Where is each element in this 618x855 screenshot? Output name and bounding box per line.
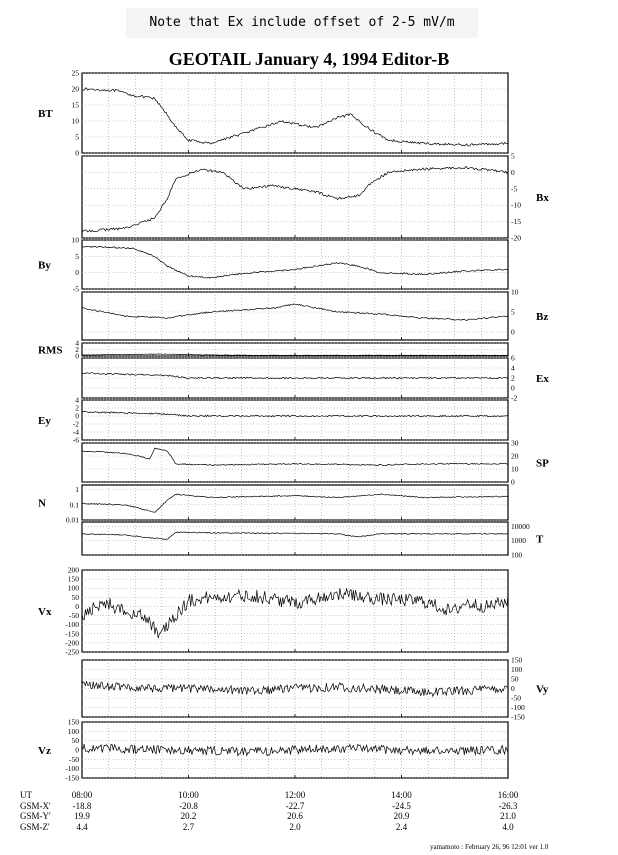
panel-label-rms: RMS	[38, 344, 63, 357]
tick-label-n: 0.1	[69, 500, 79, 510]
series-line-t	[82, 532, 508, 540]
panel-label-bx: Bx	[536, 192, 549, 204]
table-cell: 21.0	[500, 811, 516, 821]
tick-label-ey: 2	[75, 403, 79, 413]
tick-label-vy: 50	[511, 674, 519, 684]
tick-label-vy: -100	[511, 703, 525, 712]
tick-label-bt: 20	[71, 84, 79, 94]
tick-label-bt: 0	[75, 148, 79, 158]
table-cell: 12:00	[284, 790, 306, 800]
tick-label-ey: 0	[75, 411, 79, 421]
table-cell: 2.4	[395, 822, 408, 832]
table-cell: 16:00	[497, 790, 519, 800]
tick-label-bt: 25	[71, 68, 79, 78]
tick-label-vx: -250	[65, 647, 79, 657]
page-title: GEOTAIL January 4, 1994 Editor-B	[168, 49, 450, 69]
tick-label-vx: 150	[67, 574, 79, 584]
table-cell: 4.0	[502, 822, 514, 832]
panel-frame-t	[82, 522, 508, 555]
table-cell: -26.3	[498, 801, 518, 811]
tick-label-bx: 0	[511, 167, 515, 177]
tick-label-vz: 0	[75, 745, 79, 755]
tick-label-ex: 6	[511, 353, 515, 363]
table-cell: 20.6	[287, 811, 303, 821]
tick-label-vz: 150	[67, 717, 79, 727]
tick-label-ey: -2	[72, 419, 79, 429]
tick-label-vz: -50	[69, 754, 79, 764]
series-line-sp	[82, 448, 508, 466]
tick-label-bx: -10	[511, 200, 521, 210]
panel-label-n: N	[38, 497, 46, 510]
tick-label-sp: 0	[511, 477, 515, 487]
tick-label-bt: 10	[71, 116, 79, 126]
panel-label-vy: Vy	[536, 683, 549, 696]
tick-label-by: -5	[72, 284, 79, 294]
table-cell: 2.0	[289, 822, 301, 832]
table-row-label: GSM-Z'	[20, 822, 50, 832]
offset-note: Note that Ex include offset of 2-5 mV/m	[126, 8, 478, 38]
tick-label-vx: -200	[65, 638, 79, 648]
panel-label-bt: BT	[38, 108, 53, 120]
tick-label-vz: -150	[65, 773, 79, 783]
tick-label-vx: 200	[67, 565, 79, 575]
tick-label-vy: 100	[511, 665, 523, 674]
tick-label-vy: 0	[511, 684, 515, 693]
table-cell: 19.9	[74, 811, 90, 821]
tick-label-bt: 5	[75, 132, 79, 142]
table-cell: 20.2	[180, 811, 197, 821]
tick-label-t: 10000	[511, 521, 530, 531]
table-cell: 08:00	[71, 790, 93, 800]
panel-label-t: T	[536, 533, 544, 546]
tick-label-by: 0	[75, 268, 79, 278]
panel-label-by: By	[38, 259, 51, 272]
panel-label-ex: Ex	[536, 373, 549, 385]
tick-label-vx: -50	[69, 611, 79, 621]
tick-label-ey: -6	[72, 435, 79, 445]
tick-label-rms: 4	[75, 338, 79, 348]
table-cell: 14:00	[391, 790, 412, 800]
tick-label-bx: -15	[511, 217, 521, 227]
panel-label-vz: Vz	[38, 745, 51, 757]
tick-label-bx: -5	[511, 184, 518, 194]
tick-label-vz: 100	[67, 726, 79, 736]
tick-label-ey: 4	[75, 395, 79, 405]
tick-label-sp: 20	[511, 451, 519, 461]
tick-label-bt: 15	[71, 100, 79, 110]
tick-label-bz: 0	[511, 327, 515, 337]
tick-label-by: 5	[75, 251, 79, 261]
table-cell: 20.9	[393, 811, 410, 821]
tick-label-ey: -4	[72, 427, 79, 437]
tick-label-by: 10	[71, 235, 79, 245]
table-row-label: UT	[20, 790, 32, 800]
tick-label-ex: 4	[511, 363, 515, 373]
tick-label-sp: 10	[511, 464, 519, 474]
tick-label-vx: -150	[65, 629, 79, 639]
tick-label-sp: 30	[511, 438, 519, 448]
table-row-label: GSM-Y'	[20, 811, 51, 821]
table-cell: -24.5	[392, 801, 411, 811]
table-cell: 4.4	[76, 822, 88, 832]
tick-label-bz: 5	[511, 307, 515, 317]
table-cell: -20.8	[179, 801, 198, 811]
panel-label-bz: Bz	[536, 311, 549, 323]
tick-label-rms: 2	[75, 345, 79, 354]
panel-label-ey: Ey	[38, 415, 51, 427]
tick-label-bx: 5	[511, 151, 515, 161]
tick-label-ex: -2	[511, 393, 518, 403]
table-row-label: GSM-X'	[20, 801, 51, 811]
tick-label-bx: -20	[511, 233, 521, 243]
tick-label-t: 1000	[511, 536, 526, 546]
tick-label-rms: 0	[75, 351, 79, 361]
tick-label-vz: -100	[65, 764, 79, 774]
tick-label-n: 0.01	[65, 515, 79, 525]
panel-frame-n	[82, 485, 508, 520]
table-cell: 10:00	[178, 790, 199, 800]
panel-label-vx: Vx	[38, 606, 52, 618]
panel-label-sp: SP	[536, 457, 549, 470]
tick-label-vy: 150	[511, 655, 523, 665]
tick-label-vy: -50	[511, 693, 521, 703]
tick-label-vz: 50	[71, 736, 79, 746]
table-cell: -18.8	[72, 801, 92, 811]
tick-label-vx: -100	[65, 620, 79, 630]
table-cell: -22.7	[285, 801, 305, 811]
tick-label-t: 100	[511, 550, 523, 560]
tick-label-vx: 100	[67, 583, 79, 593]
series-line-bt	[82, 88, 508, 146]
table-cell: 2.7	[182, 822, 195, 832]
tick-label-ex: 2	[511, 373, 515, 383]
tick-label-ex: 0	[511, 383, 515, 393]
tick-label-vy: -150	[511, 712, 525, 722]
tick-label-bz: 10	[511, 287, 519, 297]
tick-label-n: 1	[75, 485, 79, 495]
tick-label-vx: 50	[71, 592, 79, 602]
tick-label-vx: 0	[75, 601, 79, 611]
footer-credit: yamamoto : February 26, 96 12:01 ver 1.0	[430, 843, 549, 851]
